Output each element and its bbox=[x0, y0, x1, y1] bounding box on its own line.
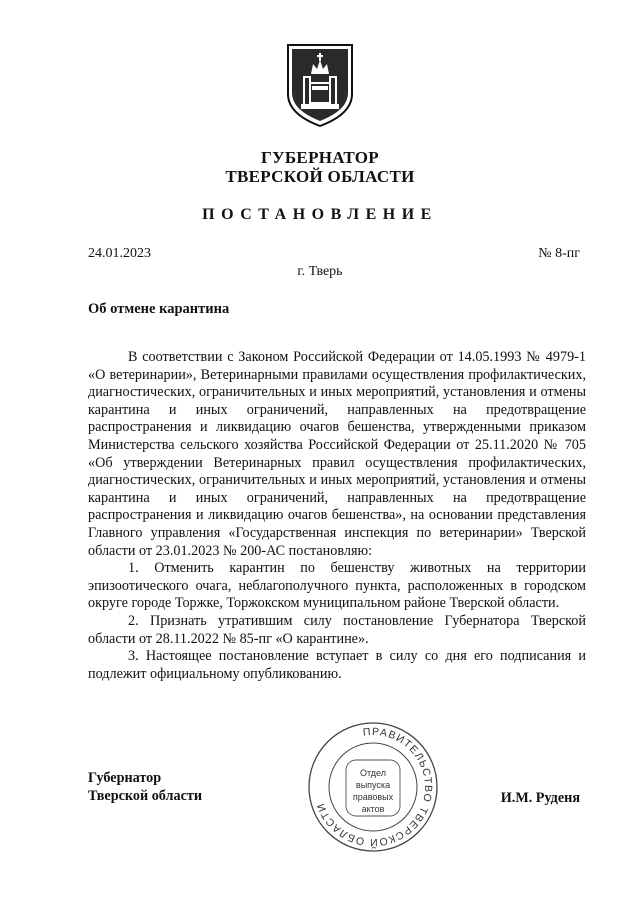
stamp-line-3: правовых bbox=[352, 792, 394, 802]
issuer-title-line1: ГУБЕРНАТОР bbox=[261, 148, 379, 167]
signature-position bbox=[88, 769, 202, 805]
coat-of-arms-emblem bbox=[285, 42, 355, 128]
document-subject: Об отмене карантина bbox=[88, 301, 230, 317]
document-date: 24.01.2023 bbox=[88, 246, 151, 261]
stamp-ring-text: ПРАВИТЕЛЬСТВО ТВЕРСКОЙ ОБЛАСТИ bbox=[314, 725, 435, 849]
body-paragraph-preamble: В соответствии с Законом Российской Федерации от 14.05.1993 № 4979-1 «О ветеринарии», Ветеринарными правилами осуществления профилактических, диагностических, ограничительных и иных мероприятий, установления и отмены карантина и иных ограничений, направленных на предотвращение распространения и ликвидацию очагов бешенства, утвержденными приказом Министерства сельского хозяйства Российской Федерации от 25.11.2020 № 705 «Об утверждении Ветеринарных правил осуществления профилактических, диагностических, ограничительных и иных мероприятий, установления и отмены карантина и иных ограничений, направленных на предотвращение распространения и ликвидацию очагов бешенства», на основании представления Главного управления «Государственная инспекция по ветеринарии» Тверской области от 23.01.2023 № 200-АС постановляю: bbox=[88, 349, 586, 559]
document-city: г. Тверь bbox=[297, 264, 343, 279]
body-paragraph-item-2: 2. Признать утратившим силу постановление Губернатора Тверской области от 28.11.2022 № 85-пг «О карантине». bbox=[88, 612, 586, 647]
signature-position-line2: Тверской области bbox=[88, 788, 203, 804]
issuer-title-line2: ТВЕРСКОЙ ОБЛАСТИ bbox=[225, 167, 415, 186]
document-body bbox=[88, 349, 586, 683]
stamp-line-2: выпуска bbox=[355, 780, 391, 790]
official-stamp bbox=[306, 720, 440, 854]
document-type-title: ПОСТАНОВЛЕНИЕ bbox=[202, 206, 438, 223]
stamp-line-4: актов bbox=[361, 804, 385, 814]
signature-position-line1: Губернатор bbox=[88, 770, 162, 786]
signatory-name: И.М. Руденя bbox=[500, 790, 580, 806]
body-paragraph-item-1: 1. Отменить карантин по бешенству животных на территории эпизоотического очага, неблагополучного пункта, расположенных в городском округе городе Торжке, Торжокском муниципальном районе Тверской области. bbox=[88, 560, 586, 612]
stamp-line-1: Отдел bbox=[359, 768, 387, 778]
document-number: № 8-пг bbox=[538, 246, 580, 261]
body-paragraph-item-3: 3. Настоящее постановление вступает в силу со дня его подписания и подлежит официальному опубликованию. bbox=[88, 648, 586, 682]
